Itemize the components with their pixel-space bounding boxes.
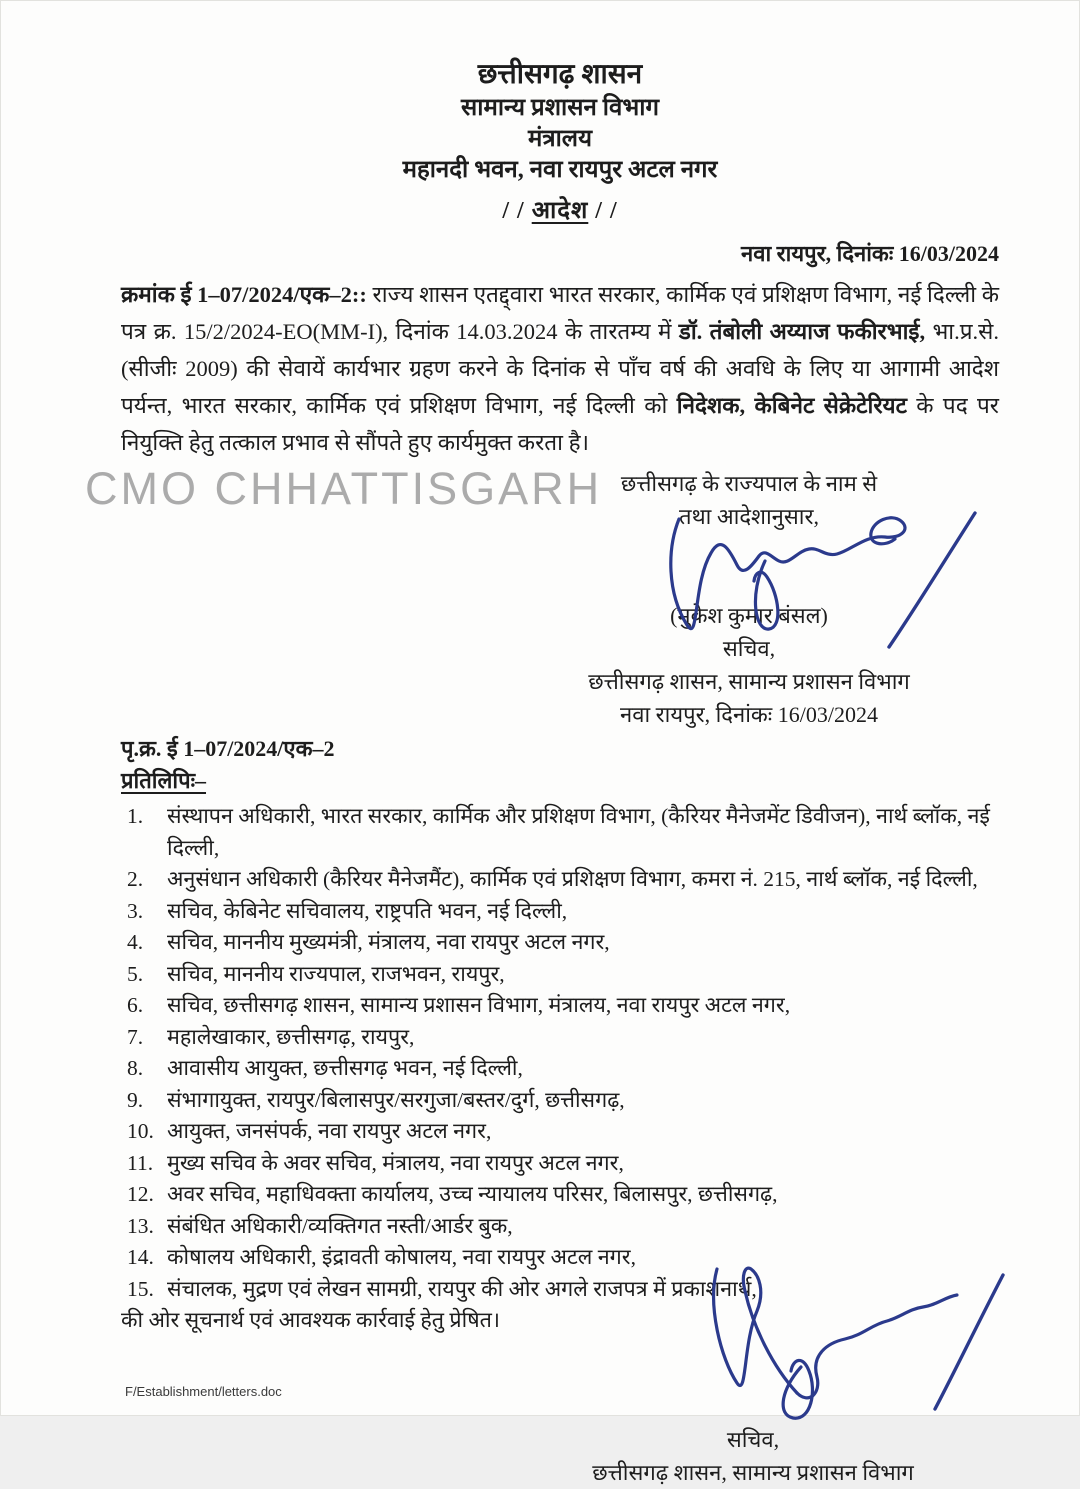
order-word: आदेश	[531, 198, 589, 224]
signatory-name: (मुकेश कुमार बंसल)	[670, 603, 828, 628]
list-item: 15. संचालक, मुद्रण एवं लेखन सामग्री, रायपुर की ओर अगले राजपत्र में प्रकाशनार्थ,	[127, 1276, 757, 1301]
watermark-text: CMO CHHATTISGARH	[85, 463, 603, 514]
place-date-line: नवा रायपुर, दिनांकः 16/03/2024	[741, 241, 999, 266]
signoff-block	[509, 467, 989, 731]
order-number: क्रमांक ई 1–07/2024/एक–2::	[121, 282, 367, 307]
endorsement-ref-row	[121, 733, 999, 763]
ministry-line: मंत्रालय	[527, 126, 592, 152]
department-name: सामान्य प्रशासन विभाग	[461, 95, 659, 121]
list-item: 7. महालेखाकार, छत्तीसगढ़, रायपुर,	[127, 1024, 415, 1049]
list-item: 1. संस्थापन अधिकारी, भारत सरकार, कार्मिक और प्रशिक्षण विभाग, (कैरियर मैनेजमेंट डिवीजन), नार्थ ब्लॉक, नई दिल्ली,	[127, 804, 990, 860]
list-item: 2. अनुसंधान अधिकारी (कैरियर मैनेजमैंट), कार्मिक एवं प्रशिक्षण विभाग, कमरा नं. 215, नार्थ ब्लॉक, नई दिल्ली,	[127, 867, 978, 891]
by-order-line1: छत्तीसगढ़ के राज्यपाल के नाम से	[620, 471, 878, 496]
government-name: छत्तीसगढ़ शासन	[477, 59, 643, 90]
endorsement-number: पृ.क्र. ई 1–07/2024/एक–2	[121, 736, 335, 761]
list-item: 8. आवासीय आयुक्त, छत्तीसगढ़ भवन, नई दिल्ली,	[127, 1056, 523, 1080]
letterhead	[121, 57, 999, 226]
file-path-footer: F/Establishment/letters.doc	[125, 1384, 282, 1399]
address-line: महानदी भवन, नवा रायपुर अटल नगर	[402, 157, 718, 183]
list-item: 11. मुख्य सचिव के अवर सचिव, मंत्रालय, नवा रायपुर अटल नगर,	[127, 1150, 624, 1175]
by-order-line2: तथा आदेशानुसार,	[679, 504, 819, 529]
list-item: 6. सचिव, छत्तीसगढ़ शासन, सामान्य प्रशासन विभाग, मंत्रालय, नवा रायपुर अटल नगर,	[127, 993, 791, 1017]
list-item: 3. सचिव, केबिनेट सचिवालय, राष्ट्रपति भवन, नई दिल्ली,	[127, 898, 568, 923]
signatory-dept: छत्तीसगढ़ शासन, सामान्य प्रशासन विभाग	[588, 669, 910, 694]
bottom-signatory-dept: छत्तीसगढ़ शासन, सामान्य प्रशासन विभाग	[592, 1459, 914, 1485]
signature-space	[509, 533, 989, 599]
bottom-signature-space	[513, 1383, 993, 1423]
list-item: 5. सचिव, माननीय राज्यपाल, राजभवन, रायपुर,	[127, 961, 505, 986]
bottom-signatory-title: सचिव,	[726, 1426, 780, 1452]
copy-recipient-list	[121, 801, 999, 1337]
signoff-date-line: नवा रायपुर, दिनांकः 16/03/2024	[620, 702, 878, 727]
list-item: 12. अवर सचिव, महाधिवक्ता कार्यालय, उच्च न्यायालय परिसर, बिलासपुर, छत्तीसगढ़,	[127, 1182, 778, 1206]
officer-name: डॉ. तंबोली अय्याज फकीरभाई,	[678, 319, 926, 344]
list-item: 9. संभागायुक्त, रायपुर/बिलासपुर/सरगुजा/बस्तर/दुर्ग, छत्तीसगढ़,	[127, 1087, 625, 1112]
bottom-sign-block	[513, 1383, 993, 1489]
signatory-title: सचिव,	[722, 636, 776, 661]
order-body-paragraph: क्रमांक ई 1–07/2024/एक–2:: राज्य शासन एतद्द्वारा भारत सरकार, कार्मिक एवं प्रशिक्षण विभाग, नई दिल्ली के पत्र क्र. 15/2/2024-EO(MM-I), दिनांक 14.03.2024 के तारतम्य में डॉ. तंबोली अय्याज फकीरभाई, भा.प्र.से. (सीजीः 2009) की सेवायें कार्यभार ग्रहण करने के दिनांक से पाँच वर्ष की अवधि के लिए या आगामी आदेश पर्यन्त, भारत सरकार, कार्मिक एवं प्रशिक्षण विभाग, नई दिल्ली को निदेशक, केबिनेट सेक्रेटेरियट के पद पर नियुक्ति हेतु तत्काल प्रभाव से सौंपते हुए कार्यमुक्त करता है।	[121, 282, 999, 455]
list-item: 13. संबंधित अधिकारी/व्यक्तिगत नस्ती/आर्डर बुक,	[127, 1213, 513, 1238]
order-heading: / / आदेश / /	[502, 198, 618, 224]
copy-to-label: प्रतिलिपिः–	[121, 768, 207, 793]
closing-line: की ओर सूचनार्थ एवं आवश्यक कार्रवाई हेतु प्रेषित।	[121, 1308, 501, 1332]
list-item: 14. कोषालय अधिकारी, इंद्रावती कोषालय, नवा रायपुर अटल नगर,	[127, 1245, 636, 1269]
list-item: 10. आयुक्त, जनसंपर्क, नवा रायपुर अटल नगर,	[127, 1119, 492, 1143]
list-item: 4. सचिव, माननीय मुख्यमंत्री, मंत्रालय, नवा रायपुर अटल नगर,	[127, 930, 610, 954]
post-name: निदेशक, केबिनेट सेक्रेटेरियट	[676, 393, 907, 418]
